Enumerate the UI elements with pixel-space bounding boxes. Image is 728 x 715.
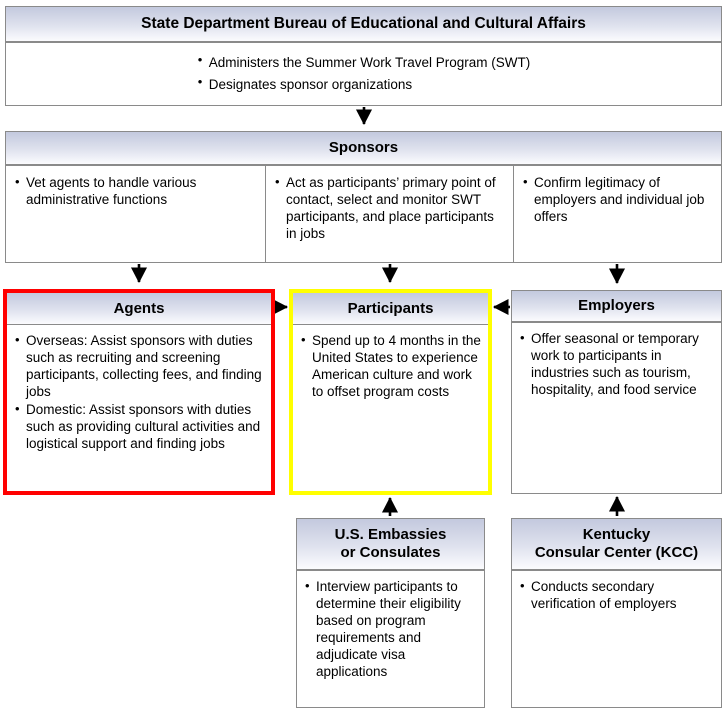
box-sponsors-column-2 <box>265 166 513 262</box>
box-employers-title: Employers <box>512 291 721 323</box>
list-item: • Vet agents to handle various administrative functions <box>14 174 257 208</box>
list-item: • Administers the Summer Work Travel Program (SWT) <box>197 52 531 74</box>
box-kcc-title <box>512 519 721 571</box>
list-item: • Offer seasonal or temporary work to participants in industries such as tourism, hospitality, and food service <box>519 330 715 398</box>
box-sponsors <box>5 131 722 263</box>
box-sponsors-column-3 <box>513 166 721 262</box>
box-state-department-title: State Department Bureau of Educational and Cultural Affairs <box>6 7 721 43</box>
box-participants-title: Participants <box>293 293 488 325</box>
box-embassies-title <box>297 519 484 571</box>
box-agents-title: Agents <box>7 293 271 325</box>
box-sponsors-column-1 <box>6 166 265 262</box>
list-item: • Act as participants’ primary point of contact, select and monitor SWT participants, and place participants in jobs <box>274 174 505 242</box>
list-item: • Domestic: Assist sponsors with duties such as providing cultural activities and logistical support and finding jobs <box>14 401 265 452</box>
box-state-department <box>5 6 722 106</box>
box-employers <box>511 290 722 494</box>
list-item: • Conducts secondary verification of employers <box>519 578 715 612</box>
list-item: • Interview participants to determine their eligibility based on program requirements and adjudicate visa applications <box>304 578 478 680</box>
box-kcc-title-line1: Kentucky <box>582 526 651 543</box>
box-kcc-body <box>512 571 721 707</box>
box-employers-body <box>512 323 721 493</box>
box-sponsors-title: Sponsors <box>6 132 721 166</box>
box-embassies-body <box>297 571 484 707</box>
list-item: • Spend up to 4 months in the United States to experience American culture and work to offset program costs <box>300 332 482 400</box>
box-agents-body <box>7 325 271 491</box>
box-participants <box>289 289 492 495</box>
list-item: • Confirm legitimacy of employers and individual job offers <box>522 174 713 225</box>
list-item: • Overseas: Assist sponsors with duties such as recruiting and screening participants, collecting fees, and finding jobs <box>14 332 265 400</box>
box-embassies-or-consulates <box>296 518 485 708</box>
box-state-department-body <box>189 43 539 104</box>
list-item: • Designates sponsor organizations <box>197 74 531 96</box>
box-agents <box>3 289 275 495</box>
box-embassies-title-line1: U.S. Embassies <box>334 526 447 543</box>
box-kentucky-consular-center <box>511 518 722 708</box>
box-kcc-title-line2: Consular Center (KCC) <box>534 544 699 561</box>
box-participants-body <box>293 325 488 491</box>
box-embassies-title-line2: or Consulates <box>340 544 441 561</box>
